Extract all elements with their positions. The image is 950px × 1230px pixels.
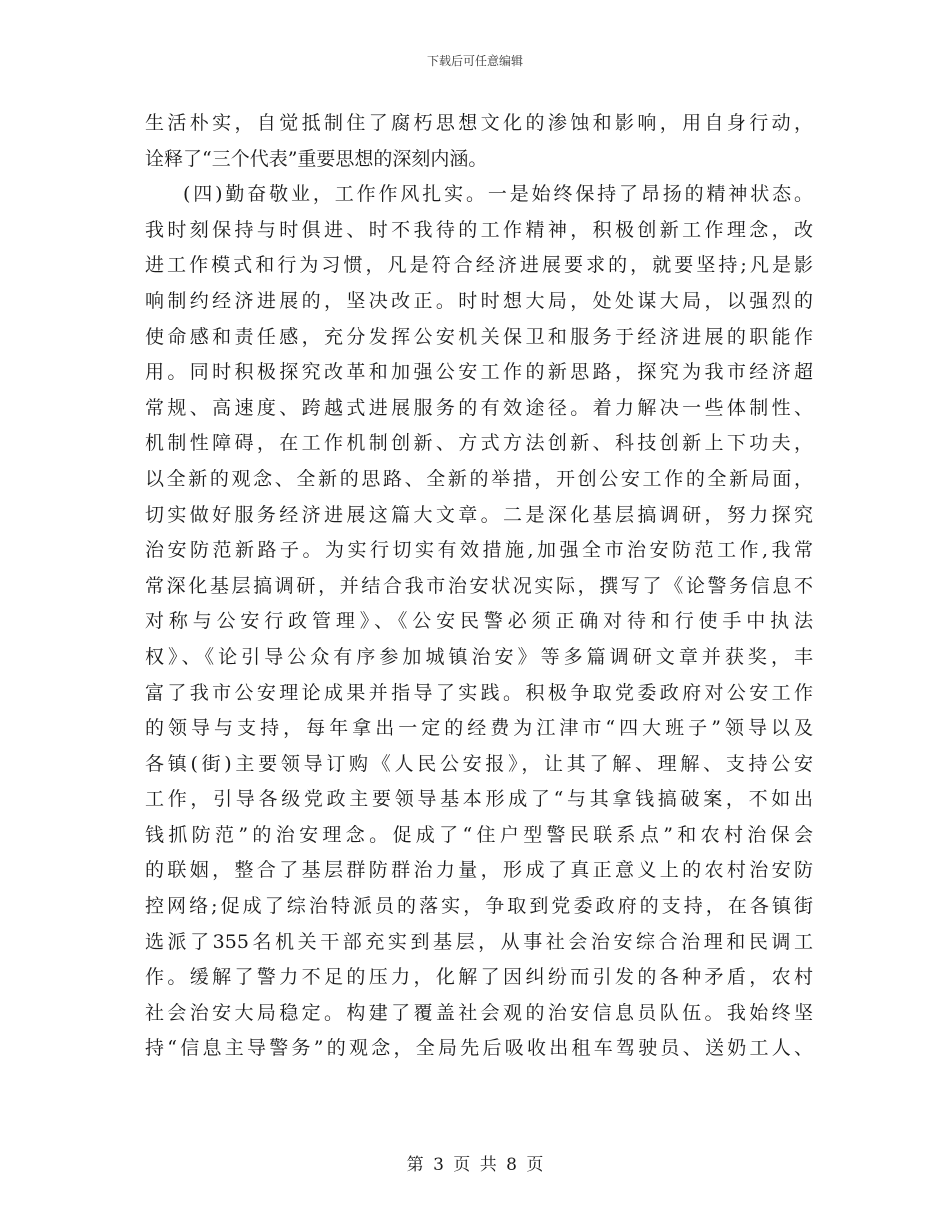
text-line: 控网络;促成了综治特派员的落实，争取到党委政府的支持，在各镇街 [145, 895, 813, 918]
text-line: 富了我市公安理论成果并指导了实践。积极争取党委政府对公安工作 [145, 681, 813, 704]
text-line: 机制性障碍，在工作机制创新、方式方法创新、科技创新上下功夫， [145, 432, 813, 455]
text-line: 以全新的观念、全新的思路、全新的举措，开创公安工作的全新局面， [145, 467, 813, 490]
text-line: 选派了355名机关干部充实到基层，从事社会治安综合治理和民调工 [145, 930, 813, 953]
text-line: 对称与公安行政管理》、《公安民警必须正确对待和行使手中执法 [145, 610, 813, 633]
text-line: 作。缓解了警力不足的压力，化解了因纠纷而引发的各种矛盾，农村 [145, 966, 813, 989]
page-number: 第 3 页 共 8 页 [406, 1155, 544, 1175]
page-header: 下载后可任意编辑 [426, 54, 523, 68]
text-line: 用。同时积极探究改革和加强公安工作的新思路，探究为我市经济超 [145, 361, 813, 384]
text-line: 钱抓防范”的治安理念。促成了“住户型警民联系点”和农村治保会 [145, 823, 813, 846]
text-line: 的领导与支持，每年拿出一定的经费为江津市“四大班子”领导以及 [145, 717, 813, 740]
text-line: 常深化基层搞调研，并结合我市治安状况实际，撰写了《论警务信息不 [145, 574, 813, 597]
text-line: 诠释了“三个代表”重要思想的深刻内涵。 [145, 147, 488, 170]
text-line: 各镇(街)主要领导订购《人民公安报》，让其了解、理解、支持公安 [145, 752, 813, 775]
text-line: 生活朴实，自觉抵制住了腐朽思想文化的渗蚀和影响，用自身行动， [145, 112, 813, 134]
text-line: 的联姻，整合了基层群防群治力量，形成了真正意义上的农村治安防 [145, 859, 813, 882]
document-body [145, 106, 813, 1067]
text-line: 工作，引导各级党政主要领导基本形成了“与其拿钱搞破案，不如出 [145, 788, 813, 811]
text-line: 我时刻保持与时俱进、时不我待的工作精神，积极创新工作理念，改 [145, 218, 813, 241]
text-line: 切实做好服务经济进展这篇大文章。二是深化基层搞调研，努力探究 [145, 503, 813, 526]
text-line: 治安防范新路子。为实行切实有效措施,加强全市治安防范工作,我常 [145, 539, 813, 562]
text-line: 响制约经济进展的，坚决改正。时时想大局，处处谋大局，以强烈的 [145, 289, 813, 312]
text-line: 权》、《论引导公众有序参加城镇治安》等多篇调研文章并获奖，丰 [145, 645, 813, 668]
text-line: (四)勤奋敬业，工作作风扎实。一是始终保持了昂扬的精神状态。 [183, 183, 813, 206]
text-line: 进工作模式和行为习惯，凡是符合经济进展要求的，就要坚持;凡是影 [145, 254, 813, 277]
text-line: 社会治安大局稳定。构建了覆盖社会观的治安信息员队伍。我始终坚 [145, 1001, 813, 1024]
text-line: 常规、高速度、跨越式进展服务的有效途径。着力解决一些体制性、 [145, 396, 813, 419]
text-line: 使命感和责任感，充分发挥公安机关保卫和服务于经济进展的职能作 [145, 325, 813, 348]
text-line: 持“信息主导警务”的观念，全局先后吸收出租车驾驶员、送奶工人、 [145, 1037, 813, 1060]
